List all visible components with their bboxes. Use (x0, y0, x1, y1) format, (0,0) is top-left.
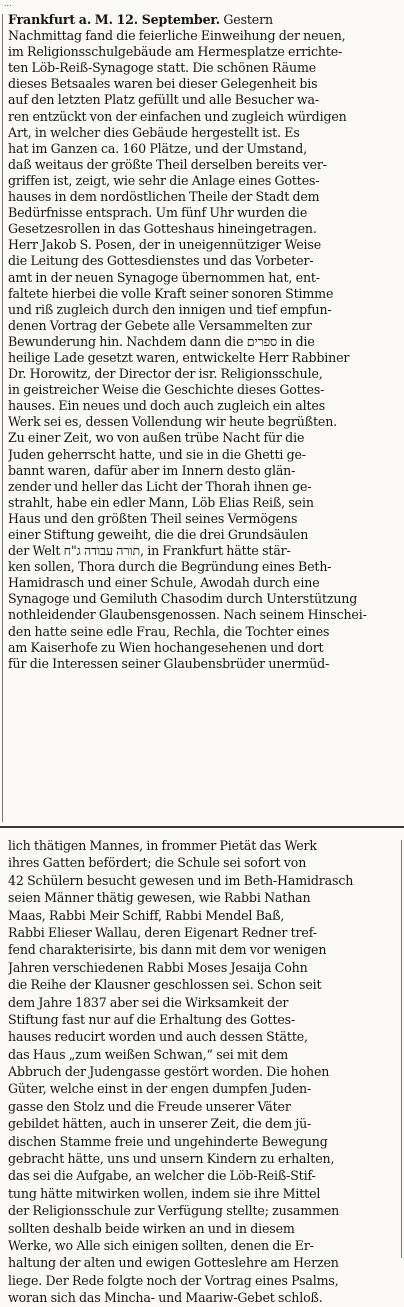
text-line: hauses. Ein neues und doch auch zugleich ein altes (8, 398, 326, 414)
text-line: die Leitung des Gottesdienstes und das Vorbeter- (8, 253, 314, 269)
text-line: Nachmittag fand die feierliche Einweihung der neuen, (8, 28, 346, 44)
text-line: tung hätte mitwirken wollen, indem sie ihre Mittel (8, 1185, 321, 1201)
text-line: strahlt, habe ein edler Mann, Löb Elias Reiß, sein (8, 494, 314, 510)
text-line: der Religionsschule zur Verfügung stellte; zusammen (8, 1203, 340, 1219)
text-line: Werk sei es, dessen Vollendung wir heute begrüßten. (8, 414, 338, 430)
text-line: für die Interessen seiner Glaubensbrüder unermüd- (8, 655, 330, 671)
text-line: daß weitaus der größte Theil derselben bereits ver- (8, 156, 327, 172)
text-line: Synagoge und Gemiluth Chasodim durch Unterstützung (8, 591, 358, 607)
text-line: heilige Lade gesetzt waren, entwickelte Herr Rabbiner (8, 349, 350, 365)
text-line: fend charakterisirte, bis dann mit dem vor wenigen (8, 942, 327, 958)
text-line: Zu einer Zeit, wo von außen trübe Nacht für die (8, 430, 305, 446)
top-fragment: ... (4, 0, 12, 8)
text-line: in geistreicher Weise die Geschichte dieses Gottes- (8, 382, 325, 398)
text-line: 42 Schülern besucht gewesen und im Beth-Hamidrasch (8, 872, 354, 888)
text-line: Herr Jakob S. Posen, der in uneigennütziger Weise (8, 237, 322, 253)
text-line: haltung der alten und ewigen Gotteslehre am Herzen (8, 1255, 339, 1271)
text-line: woran sich das Mincha- und Maariw-Gebet schloß. (8, 1290, 323, 1306)
text-line: am Kaiserhofe zu Wien hochangesehenen und dort (8, 639, 324, 655)
text-line: Juden geherrscht hatte, und sie in die Ghetti ge- (8, 446, 306, 462)
right-column-rule (401, 840, 402, 1258)
text-line: ihres Gatten befördert; die Schule sei sofort von (8, 855, 307, 871)
left-column-rule (2, 14, 3, 822)
text-line: Jahren verschiedenen Rabbi Moses Jesaija Cohn (8, 959, 308, 975)
article-column-2 (8, 837, 392, 1307)
article-column-1 (8, 12, 392, 672)
text-line: auf den letzten Platz gefüllt und alle Besucher wa- (8, 92, 319, 108)
text-line: Abbruch der Judengasse gestört worden. Die hohen (8, 1064, 330, 1080)
text-line: bannt waren, dafür aber im Innern desto glän- (8, 462, 296, 478)
text-line: Bewunderung hin. Nachdem dann die ספרים in die (8, 333, 315, 349)
text-line: gebracht hätte, uns und unsern Kindern zu erhalten, (8, 1151, 335, 1167)
text-line: Hamidrasch und einer Schule, Awodah durch eine (8, 575, 320, 591)
column-divider (0, 826, 404, 828)
text-line: denen Vortrag der Gebete alle Versammelten zur (8, 317, 312, 333)
dateline: Frankfurt a. M. 12. September. (8, 12, 220, 27)
text-line: dem Jahre 1837 aber sei die Wirksamkeit der (8, 994, 289, 1010)
text-line: ten Löb-Reiß-Synagoge statt. Die schönen Räume (8, 60, 317, 76)
text-line: liege. Der Rede folgte noch der Vortrag eines Psalms, (8, 1272, 339, 1288)
text-line: Rabbi Elieser Wallau, deren Eigenart Redner tref- (8, 924, 317, 940)
text-line: sollten deshalb beide wirken an und in diesem (8, 1220, 295, 1236)
text-line: Güter, welche einst in der engen dumpfen Juden- (8, 1081, 312, 1097)
text-line: hauses reducirt worden und auch dessen Stätte, (8, 1029, 308, 1045)
text-line: der Welt תורה עבודה ג"ח, in Frankfurt hätte stär- (8, 543, 291, 559)
text-line: Maas, Rabbi Meir Schiff, Rabbi Mendel Baß, (8, 907, 285, 923)
text-line: und riß zugleich durch den innigen und tief empfun- (8, 301, 332, 317)
text-line: Gesetzesrollen in das Gotteshaus hineingetragen. (8, 221, 317, 237)
text-line: Bedürfnisse entsprach. Um fünf Uhr wurden die (8, 205, 308, 221)
text-line: Werke, wo Alle sich einigen sollten, denen die Er- (8, 1237, 314, 1253)
text-line: einer Stiftung geweiht, die die drei Grundsäulen (8, 527, 309, 542)
text-line: lich thätigen Mannes, in frommer Pietät das Werk (8, 838, 317, 853)
text-line: dischen Stamme freie und ungehinderte Bewegung (8, 1133, 328, 1149)
text-line: gebildet hätten, auch in unserer Zeit, die dem jü- (8, 1116, 312, 1132)
text-line: zender und heller das Licht der Thorah ihnen ge- (8, 478, 312, 494)
text-line: gasse den Stolz und die Freude unserer Väter (8, 1098, 291, 1114)
text-line: ren entzückt von der einfachen und zugleich würdigen (8, 108, 347, 124)
text-line: die Reihe der Klausner geschlossen sei. Schon seit (8, 977, 322, 993)
text-line: ken sollen, Thora durch die Begründung eines Beth- (8, 559, 332, 575)
text-line: amt in der neuen Synagoge übernommen hat, ent- (8, 269, 320, 285)
text-line: das Haus „zum weißen Schwan,“ sei mit dem (8, 1046, 288, 1062)
text-line: Art, in welcher dies Gebäude hergestellt ist. Es (8, 124, 300, 140)
text-line: faltete hierbei die volle Kraft seiner sonoren Stimme (8, 285, 334, 301)
text-line: Dr. Horowitz, der Director der isr. Religionsschule, (8, 366, 323, 382)
text-line: hauses in dem nordöstlichen Theile der Stadt dem (8, 189, 320, 205)
text-line: den hatte seine edle Frau, Rechla, die Tochter eines (8, 623, 330, 639)
text-line: Haus und den größten Theil seines Vermögens (8, 510, 298, 526)
text-line: dieses Betsaales waren bei dieser Gelegenheit bis (8, 76, 318, 92)
text-line: im Religionsschulgebäude am Hermesplatze errichte- (8, 44, 343, 60)
text-line: hat im Ganzen ca. 160 Plätze, und der Umstand, (8, 140, 307, 156)
text-line: nothleidender Glaubensgenossen. Nach seinem Hinschei- (8, 607, 367, 623)
text-line: seien Männer thätig gewesen, wie Rabbi Nathan (8, 890, 311, 906)
text-line: Frankfurt a. M. 12. September. Gestern (8, 12, 273, 27)
text-line: Stiftung fast nur auf die Erhaltung des Gottes- (8, 1011, 296, 1027)
text-line: griffen ist, zeigt, wie sehr die Anlage eines Gottes- (8, 172, 320, 188)
text-line: das sei die Aufgabe, an welcher die Löb-Reiß-Stif- (8, 1168, 316, 1184)
